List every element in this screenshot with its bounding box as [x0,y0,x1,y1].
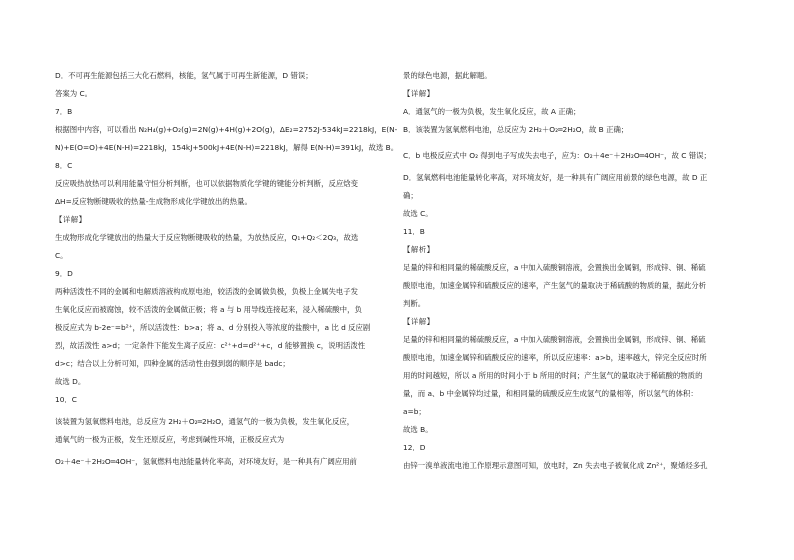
right-text-line: 【详解】 [403,317,435,326]
right-text-line: D．氢氧燃料电池能量转化率高，对环境友好，是一种具有广阔应用前景的绿色电源，故 D 正 [403,173,708,182]
left-text-line: C。 [55,251,68,260]
right-text-line: a=b； [403,407,426,416]
left-text-line: 7．B [55,107,73,116]
left-text-line: 根据图中内容，可以看出 N₂H₄(g)+O₂(g)=2N(g)+4H(g)+2O(g)，ΔE₂=2752J-534kJ=2218kJ，E(N- [55,125,398,134]
left-text-line: 两种活泼性不同的金属和电解质溶液构成原电池，较活泼的金属做负极，负极上金属失电子发 [55,287,359,296]
left-text-line: 9．D [55,269,73,278]
right-text-line: A．通氢气的一极为负极，发生氧化反应，故 A 正确； [403,107,581,116]
left-text-line: 极反应式为 b-2e⁻=b²⁺，所以活泼性：b>a；将 a、d 分别投入等浓度的盐酸中，a 比 d 反应剧 [55,323,371,332]
right-text-line: C．b 电极反应式中 O₂ 得到电子写成失去电子，应为：O₂＋4e⁻＋2H₂O═4OH⁻，故 C 错误； [403,151,711,160]
left-text-line: 反应吸热放热可以利用能量守恒分析判断，也可以依据物质化学键的键能分析判断，反应焓变 [55,179,359,188]
left-text-line: 通氧气的一极为正极，发生还原反应，考虑到碱性环境，正极反应式为 [55,435,285,444]
right-text-line: 12．D [403,443,426,452]
left-text-line: 生成物形成化学键放出的热量大于反应物断键吸收的热量，为放热反应，Q₁+Q₂＜2Q₃，故选 [55,233,359,242]
left-text-line: 故选 D。 [55,377,86,386]
right-text-line: 酸原电池，加速金属锌和硫酸反应的速率，产生氢气的量取决于稀硫酸的物质的量，据此分析 [403,281,707,290]
left-text-line: d>c；结合以上分析可知，四种金属的活动性由强到弱的顺序是 badc； [55,359,290,368]
left-text-line: O₂＋4e⁻＋2H₂O═4OH⁻，氢氧燃料电池能量转化率高，对环境友好，是一种具有广阔应用前 [55,457,357,466]
right-text-line: 判断。 [403,299,426,308]
right-text-line: 用的时间越短，所以 a 所用的时间小于 b 所用的时间；产生氢气的量取决于稀硫酸的物质的 [403,371,703,380]
right-text-line: 酸原电池，加速金属锌和硫酸反应的速率，所以反应速率：a>b，速率越大，锌完全反应时所 [403,353,707,362]
right-text-line: 量，而 a、b 中金属锌均过量，和相同量的硫酸反应生成氢气的量相等，所以氢气的体积： [403,389,698,398]
left-text-line: D．不可再生能源包括三大化石燃料，核能，氢气属于可再生新能源，D 错误； [55,71,313,80]
right-text-line: 足量的锌和相同量的稀硫酸反应，a 中加入硫酸铜溶液，会置换出金属铜，形成锌、铜、稀硫 [403,335,706,344]
right-text-line: B．该装置为氢氧燃料电池，总反应为 2H₂＋O₂═2H₂O，故 B 正确； [403,125,629,134]
left-text-line: 答案为 C。 [55,89,93,98]
left-text-line: N)+E(O=O)+4E(N-H)=2218kJ，154kJ+500kJ+4E(N-H)=2218kJ，解得 E(N-H)=391kJ，故选 B。 [55,143,399,152]
right-text-line: 【详解】 [403,89,435,98]
right-text-line: 故选 B。 [403,425,433,434]
left-text-line: 【详解】 [55,215,87,224]
left-text-line: 烈，故活泼性 a>d；一定条件下能发生离子反应：c²⁺+d=d²⁺+c，d 能够置换 c，说明活泼性 [55,341,366,350]
right-text-line: 【解析】 [403,245,435,254]
left-text-line: 该装置为氢氧燃料电池，总反应为 2H₂＋O₂═2H₂O，通氢气的一极为负极，发生氧化反应， [55,417,355,426]
right-text-line: 11．B [403,227,425,236]
right-text-line: 确； [403,191,418,200]
right-text-line: 故选 C。 [403,209,433,218]
left-text-line: ΔH=反应物断键吸收的热量-生成物形成化学键放出的热量。 [55,197,252,206]
left-text-line: 生氧化反应而被腐蚀，较不活泼的金属做正极；将 a 与 b 用导线连接起来，浸入稀硫酸中，负 [55,305,362,314]
left-text-line: 8．C [55,161,73,170]
right-text-line: 足量的锌和相同量的稀硫酸反应，a 中加入硫酸铜溶液，会置换出金属铜，形成锌、铜、稀硫 [403,263,706,272]
right-text-line: 景的绿色电源，据此解题。 [403,71,492,80]
left-text-line: 10．C [55,395,77,404]
right-text-line: 由锌一溴单液流电池工作原理示意图可知，放电时，Zn 失去电子被氧化成 Zn²⁺，聚烯烃多孔 [403,461,708,470]
